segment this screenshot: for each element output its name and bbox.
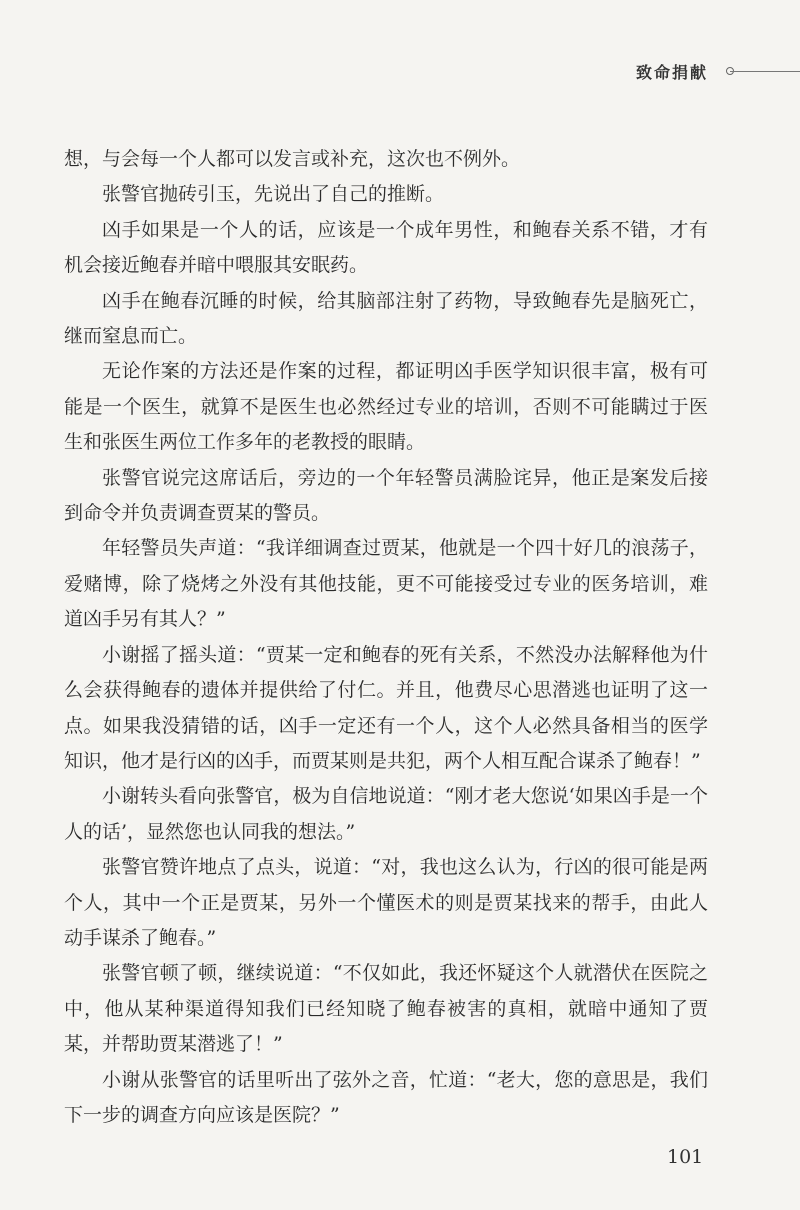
paragraph: 张警官说完这席话后，旁边的一个年轻警员满脸诧异，他正是案发后接到命令并负责调查贾某的警员。: [64, 466, 708, 525]
paragraph: 想，与会每一个人都可以发言或补充，这次也不例外。: [64, 148, 521, 170]
page-number: 101: [667, 1146, 704, 1168]
running-header-title: 致命捐献: [636, 63, 709, 82]
paragraph: 小谢转头看向张警官，极为自信地说道：“刚才老大您说‘如果凶手是一个人的话’，显然您也认同我的想法。”: [64, 785, 708, 843]
paragraph: 凶手如果是一个人的话，应该是一个成年男性，和鲍春关系不错，才有机会接近鲍春并暗中喂服其安眠药。: [64, 218, 708, 277]
paragraph: 凶手在鲍春沉睡的时候，给其脑部注射了药物，导致鲍春先是脑死亡，继而窒息而亡。: [64, 289, 708, 348]
paragraph: 张警官赞许地点了点头，说道：“对，我也这么认为，行凶的很可能是两个人，其中一个正是贾某，另外一个懂医术的则是贾某找来的帮手，由此人动手谋杀了鲍春。”: [64, 856, 708, 949]
header-rule: [730, 71, 800, 72]
paragraph: 无论作案的方法还是作案的过程，都证明凶手医学知识很丰富，极有可能是一个医生，就算不是医生也必然经过专业的培训，否则不可能瞒过于医生和张医生两位工作多年的老教授的眼睛。: [64, 360, 708, 454]
body-text: [64, 142, 708, 1133]
paragraph: 小谢从张警官的话里听出了弦外之音，忙道：“老大，您的意思是，我们下一步的调查方向应该是医院？”: [64, 1068, 708, 1126]
paragraph: 年轻警员失声道：“我详细调查过贾某，他就是一个四十好几的浪荡子，爱赌博，除了烧烤之外没有其他技能，更不可能接受过专业的医务培训，难道凶手另有其人？”: [64, 537, 708, 631]
paragraph: 张警官顿了顿，继续说道：“不仅如此，我还怀疑这个人就潜伏在医院之中，他从某种渠道得知我们已经知晓了鲍春被害的真相，就暗中通知了贾某，并帮助贾某潜逃了！”: [64, 962, 708, 1056]
paragraph: 张警官抛砖引玉，先说出了自己的推断。: [102, 183, 445, 206]
paragraph: 小谢摇了摇头道：“贾某一定和鲍春的死有关系，不然没办法解释他为什么会获得鲍春的遗体并提供给了付仁。并且，他费尽心思潜逃也证明了这一点。如果我没猜错的话，凶手一定还有一个人，这个人必然具备相当的医学知识，他才是行凶的凶手，而贾某则是共犯，两个人相互配合谋杀了鲍春！”: [64, 643, 708, 772]
